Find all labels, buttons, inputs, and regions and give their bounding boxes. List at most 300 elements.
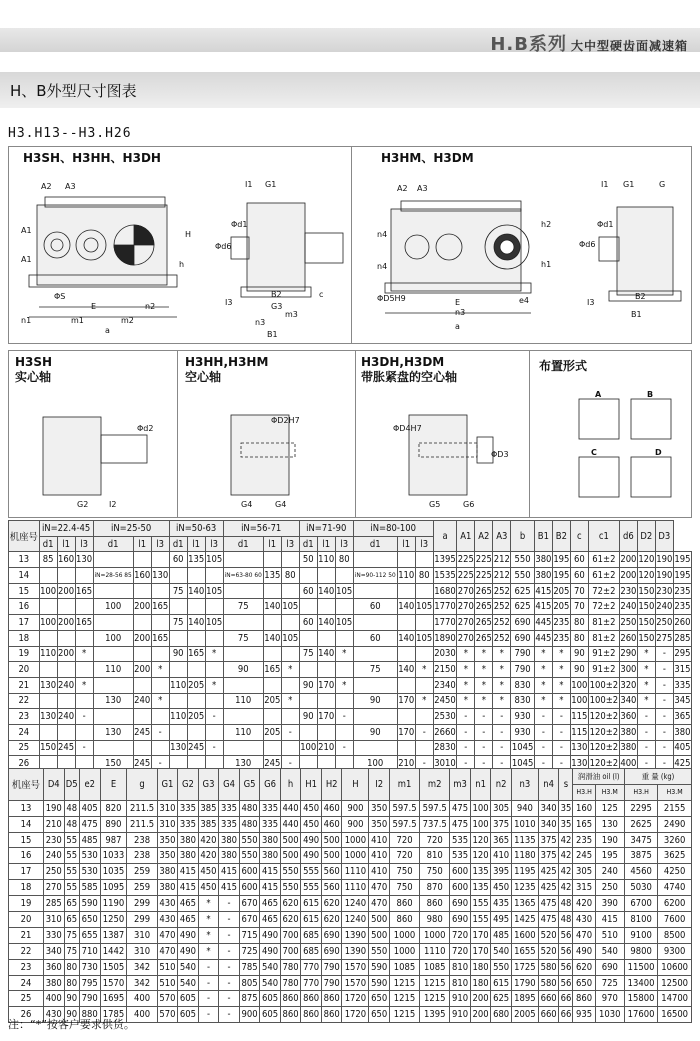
table-cell: 615: [301, 912, 322, 928]
table-cell: 245: [573, 848, 595, 864]
table-cell: [75, 662, 93, 678]
table-cell: [133, 552, 151, 568]
table-cell: 465: [260, 896, 281, 912]
svg-text:m3: m3: [285, 310, 298, 319]
table-cell: 110: [397, 568, 415, 584]
table-cell: *: [637, 662, 655, 678]
table-cell: [93, 740, 133, 756]
table-cell: 1085: [420, 959, 450, 975]
table-cell: 1442: [100, 943, 127, 959]
table-cell: 342: [127, 959, 157, 975]
table-cell: 480: [239, 816, 260, 832]
table-cell: 540: [178, 975, 199, 991]
shaft-types-panel: [8, 350, 692, 518]
column-header: l3: [335, 536, 353, 552]
table-cell: 685: [301, 943, 322, 959]
table-cell: 60: [570, 552, 588, 568]
table-cell: 335: [219, 816, 240, 832]
svg-text:G: G: [659, 180, 666, 189]
table-cell: -: [475, 740, 493, 756]
table-cell: 340: [43, 943, 64, 959]
table-cell: [299, 630, 317, 646]
table-cell: 870: [420, 880, 450, 896]
table-cell: -: [655, 646, 673, 662]
table-cell: 350: [157, 848, 178, 864]
svg-text:n4: n4: [377, 230, 388, 239]
column-header: G3: [198, 769, 219, 801]
table-cell: 790: [321, 959, 342, 975]
svg-text:Φd1: Φd1: [597, 220, 614, 229]
table-cell: 200: [133, 599, 151, 615]
table-cell: 100: [570, 693, 588, 709]
table-cell: 790: [321, 975, 342, 991]
table-cell: [39, 662, 57, 678]
table-cell: [133, 583, 151, 599]
table-cell: 211.5: [127, 816, 157, 832]
table-cell: [317, 599, 335, 615]
table-cell: 80: [64, 975, 79, 991]
svg-text:c: c: [319, 290, 324, 299]
table-cell: 315: [673, 662, 691, 678]
table-cell: 510: [157, 975, 178, 991]
table-cell: 205: [552, 599, 570, 615]
table-cell: 75: [169, 615, 187, 631]
table-cell: 235: [673, 599, 691, 615]
table-cell: 495: [491, 912, 512, 928]
table-cell: [187, 568, 205, 584]
table-cell: 335: [260, 800, 281, 816]
table-cell: 238: [127, 848, 157, 864]
table-cell: 570: [157, 1007, 178, 1023]
table-cell: 490: [178, 927, 199, 943]
table-cell: 520: [538, 927, 559, 943]
table-cell: 100: [470, 816, 491, 832]
table-cell: 105: [281, 630, 299, 646]
column-header: d1: [299, 536, 317, 552]
table-cell: 55: [64, 880, 79, 896]
table-cell: 17: [9, 864, 44, 880]
table-cell: 140: [317, 583, 335, 599]
table-cell: 1000: [342, 832, 369, 848]
table-cell: 900: [239, 1007, 260, 1023]
table-cell: 55: [64, 864, 79, 880]
table-cell: [169, 662, 187, 678]
table-cell: 81±2: [588, 615, 619, 631]
table-cell: 1600: [511, 927, 538, 943]
table-cell: 930: [511, 709, 535, 725]
table-row: [9, 662, 692, 678]
table-cell: [223, 646, 263, 662]
table-cell: 235: [552, 630, 570, 646]
svg-text:ΦS: ΦS: [54, 292, 66, 301]
oil-header: 润滑油 oil (l): [573, 769, 624, 785]
table-cell: 380: [157, 880, 178, 896]
table-cell: 1000: [389, 943, 419, 959]
table-row: [9, 880, 692, 896]
table-cell: *: [335, 646, 353, 662]
table-cell: 19: [9, 896, 44, 912]
table-cell: [169, 599, 187, 615]
table-cell: 75: [64, 943, 79, 959]
table-cell: 1395: [420, 1007, 450, 1023]
table-cell: 1235: [511, 880, 538, 896]
table-cell: 60: [299, 615, 317, 631]
table-cell: [75, 630, 93, 646]
table-cell: [57, 693, 75, 709]
table-cell: 365: [491, 832, 512, 848]
table-cell: 540: [595, 943, 624, 959]
table-cell: 120±2: [588, 724, 619, 740]
table-cell: 597.5: [389, 816, 419, 832]
table-cell: 275: [655, 630, 673, 646]
table-cell: 1000: [342, 848, 369, 864]
table-cell: 150: [637, 630, 655, 646]
table-cell: 210: [397, 756, 415, 772]
table-cell: 75: [223, 630, 263, 646]
table-cell: 1890: [433, 630, 457, 646]
table-cell: -: [219, 912, 240, 928]
table-cell: 48: [64, 800, 79, 816]
table-cell: [263, 646, 281, 662]
table-cell: [39, 724, 57, 740]
table-cell: 342: [127, 975, 157, 991]
table-cell: 6700: [624, 896, 657, 912]
table-cell: [299, 662, 317, 678]
table-cell: 130: [151, 568, 169, 584]
table-cell: 160: [57, 552, 75, 568]
table-cell: 66: [559, 1007, 573, 1023]
table-cell: 65: [64, 912, 79, 928]
table-cell: 250: [655, 615, 673, 631]
table-cell: 737.5: [420, 816, 450, 832]
table-cell: -: [219, 1007, 240, 1023]
table-cell: [397, 646, 415, 662]
column-header: d1: [39, 536, 57, 552]
table-cell: 180: [470, 959, 491, 975]
table-cell: [205, 630, 223, 646]
table-cell: 245: [187, 740, 205, 756]
table-cell: 410: [491, 848, 512, 864]
table-cell: 2530: [433, 709, 457, 725]
table-cell: 270: [457, 630, 475, 646]
table-cell: -: [655, 740, 673, 756]
table-cell: 310: [157, 816, 178, 832]
table-cell: 445: [534, 615, 552, 631]
svg-text:G1: G1: [265, 180, 277, 189]
table-cell: [151, 709, 169, 725]
table-cell: 430: [157, 896, 178, 912]
table-cell: 48: [64, 816, 79, 832]
table-cell: 56: [559, 943, 573, 959]
table-cell: 90: [353, 724, 397, 740]
table-cell: *: [281, 662, 299, 678]
table-cell: -: [637, 756, 655, 772]
table-cell: 415: [219, 864, 240, 880]
table-cell: 1085: [389, 959, 419, 975]
table-cell: -: [493, 740, 511, 756]
table-cell: 860: [389, 912, 419, 928]
table-cell: iN=28-56 85: [93, 568, 133, 584]
table-cell: 435: [491, 896, 512, 912]
table-cell: 450: [198, 880, 219, 896]
table-cell: 1180: [511, 848, 538, 864]
table-cell: 470: [369, 880, 390, 896]
table-cell: 400: [127, 991, 157, 1007]
table-cell: -: [219, 975, 240, 991]
column-header: d1: [93, 536, 133, 552]
table-cell: *: [415, 693, 433, 709]
table-cell: -: [151, 724, 169, 740]
table-cell: -: [475, 709, 493, 725]
svg-text:E: E: [455, 298, 461, 307]
table-cell: 1135: [511, 832, 538, 848]
table-cell: 860: [321, 1007, 342, 1023]
column-header: l3: [205, 536, 223, 552]
table-cell: [223, 709, 263, 725]
column-header: G1: [157, 769, 178, 801]
table-cell: 19: [9, 646, 40, 662]
table-cell: *: [205, 646, 223, 662]
table-cell: 252: [493, 599, 511, 615]
table-cell: 200: [133, 630, 151, 646]
table-cell: 830: [511, 693, 535, 709]
table-cell: *: [198, 943, 219, 959]
table-cell: 110: [317, 552, 335, 568]
table-cell: 299: [127, 896, 157, 912]
table-cell: *: [552, 646, 570, 662]
table-cell: -: [475, 724, 493, 740]
table-cell: 100: [39, 583, 57, 599]
table-row: [9, 848, 692, 864]
table-cell: *: [493, 646, 511, 662]
column-header: l1: [187, 536, 205, 552]
column-header: E: [100, 769, 127, 801]
column-header: D4: [43, 769, 64, 801]
table-cell: -: [219, 959, 240, 975]
table-cell: 425: [538, 864, 559, 880]
table-cell: 65: [64, 896, 79, 912]
table-cell: 120: [637, 552, 655, 568]
table-cell: [169, 693, 187, 709]
table-cell: 205: [187, 709, 205, 725]
table-cell: -: [281, 724, 299, 740]
table-cell: 250: [595, 880, 624, 896]
table-cell: 10600: [658, 959, 692, 975]
table-cell: 780: [280, 959, 301, 975]
section-bar: [0, 72, 700, 108]
table-cell: 650: [369, 991, 390, 1007]
table-cell: 930: [511, 724, 535, 740]
table-cell: [57, 568, 75, 584]
table-cell: [133, 677, 151, 693]
svg-text:B2: B2: [271, 290, 282, 299]
table-cell: 380: [178, 848, 199, 864]
table-cell: 200: [133, 662, 151, 678]
table-cell: 550: [239, 848, 260, 864]
column-header: H3.M: [595, 784, 624, 800]
table-cell: 14: [9, 816, 44, 832]
table-cell: 420: [198, 848, 219, 864]
table-cell: 60: [353, 599, 397, 615]
column-header: l1: [317, 536, 335, 552]
svg-text:G2: G2: [77, 500, 89, 509]
table-cell: 105: [281, 599, 299, 615]
table-cell: 490: [301, 832, 322, 848]
table-cell: 240: [133, 693, 151, 709]
table-cell: 26: [9, 756, 40, 772]
table-cell: 70: [570, 599, 588, 615]
table-cell: 475: [450, 800, 471, 816]
table-cell: 90: [353, 693, 397, 709]
table-cell: 165: [75, 583, 93, 599]
table-cell: 380: [534, 568, 552, 584]
table-cell: [335, 568, 353, 584]
table-cell: 72±2: [588, 583, 619, 599]
table-cell: [187, 599, 205, 615]
table-cell: 13: [9, 800, 44, 816]
table-cell: 597.5: [420, 800, 450, 816]
table-cell: 375: [538, 848, 559, 864]
table-cell: 1770: [433, 599, 457, 615]
column-header: H: [342, 769, 369, 801]
table-cell: 400: [127, 1007, 157, 1023]
table-cell: [57, 630, 75, 646]
table-cell: 725: [595, 975, 624, 991]
table-cell: 380: [219, 848, 240, 864]
svg-text:ΦD3: ΦD3: [491, 450, 509, 459]
table-cell: 750: [389, 880, 419, 896]
table-cell: 1215: [389, 991, 419, 1007]
table-cell: [299, 693, 317, 709]
column-header: D5: [64, 769, 79, 801]
table-cell: 1240: [342, 912, 369, 928]
table-cell: 235: [673, 583, 691, 599]
table-cell: 21: [9, 927, 44, 943]
column-header: H3.M: [658, 784, 692, 800]
table-cell: 310: [43, 912, 64, 928]
table-cell: 26: [9, 1007, 44, 1023]
table-cell: 690: [321, 943, 342, 959]
table-cell: 140: [263, 599, 281, 615]
table-cell: 570: [157, 991, 178, 1007]
svg-text:e4: e4: [519, 296, 530, 305]
table-cell: 225: [475, 568, 493, 584]
table-cell: 140: [263, 630, 281, 646]
table-cell: 620: [280, 912, 301, 928]
column-header: H2: [321, 769, 342, 801]
table-cell: 625: [491, 991, 512, 1007]
table-cell: 140: [187, 615, 205, 631]
table-cell: 110: [93, 662, 133, 678]
table-cell: 48: [559, 896, 573, 912]
table-cell: 252: [493, 615, 511, 631]
table-cell: 195: [552, 568, 570, 584]
table-cell: 500: [369, 912, 390, 928]
table-cell: 470: [573, 927, 595, 943]
table-cell: -: [219, 927, 240, 943]
table-cell: 590: [369, 959, 390, 975]
table-cell: 22: [9, 943, 44, 959]
svg-text:D: D: [655, 448, 662, 457]
table-cell: 42: [559, 832, 573, 848]
table-cell: 235: [552, 615, 570, 631]
table-cell: 490: [301, 848, 322, 864]
table-cell: [415, 552, 433, 568]
table-cell: -: [493, 709, 511, 725]
table-cell: 80: [335, 552, 353, 568]
table-cell: -: [415, 724, 433, 740]
table-cell: 270: [457, 599, 475, 615]
table-cell: [39, 568, 57, 584]
page-header: [0, 0, 700, 55]
table-cell: 150: [637, 599, 655, 615]
table-cell: 1785: [100, 1007, 127, 1023]
table-cell: 1250: [100, 912, 127, 928]
table-cell: [187, 693, 205, 709]
table-cell: 2450: [433, 693, 457, 709]
table-cell: 60: [570, 568, 588, 584]
table-cell: 510: [157, 959, 178, 975]
table-cell: 80: [570, 630, 588, 646]
table-cell: 16: [9, 599, 40, 615]
table-cell: 480: [239, 800, 260, 816]
table-cell: 210: [43, 816, 64, 832]
table-cell: 770: [301, 959, 322, 975]
table-cell: 130: [39, 677, 57, 693]
table-cell: 805: [239, 975, 260, 991]
table-cell: 2155: [658, 800, 692, 816]
table-row: [9, 896, 692, 912]
table-cell: 1195: [511, 864, 538, 880]
table-cell: 620: [321, 912, 342, 928]
svg-text:n4: n4: [377, 262, 388, 271]
table-cell: 590: [79, 896, 100, 912]
table-cell: 225: [475, 552, 493, 568]
table-cell: [151, 615, 169, 631]
table-cell: 625: [511, 583, 535, 599]
table-cell: 72±2: [588, 599, 619, 615]
table-cell: 860: [280, 991, 301, 1007]
table-cell: [353, 583, 397, 599]
table-cell: [299, 724, 317, 740]
table-cell: -: [335, 740, 353, 756]
table-cell: 110: [169, 709, 187, 725]
table-row: [9, 800, 692, 816]
svg-text:ΦD5H9: ΦD5H9: [377, 294, 406, 303]
table-row: [9, 677, 692, 693]
table-cell: 685: [301, 927, 322, 943]
table-cell: 150: [637, 615, 655, 631]
column-header: l1: [263, 536, 281, 552]
table-cell: 105: [205, 615, 223, 631]
table-cell: [151, 552, 169, 568]
svg-text:n3: n3: [455, 308, 466, 317]
column-header: s: [559, 769, 573, 801]
table-cell: 85: [39, 552, 57, 568]
table-cell: 165: [75, 615, 93, 631]
svg-text:h2: h2: [541, 220, 552, 229]
table-cell: -: [655, 756, 673, 772]
table-cell: 91±2: [588, 662, 619, 678]
table-cell: 670: [239, 896, 260, 912]
table-cell: 440: [280, 816, 301, 832]
table-cell: 75: [169, 583, 187, 599]
svg-text:n1: n1: [21, 316, 32, 325]
svg-text:I1: I1: [245, 180, 253, 189]
table-cell: 2490: [658, 816, 692, 832]
svg-text:Φd2: Φd2: [137, 424, 154, 433]
table-cell: 90: [570, 662, 588, 678]
